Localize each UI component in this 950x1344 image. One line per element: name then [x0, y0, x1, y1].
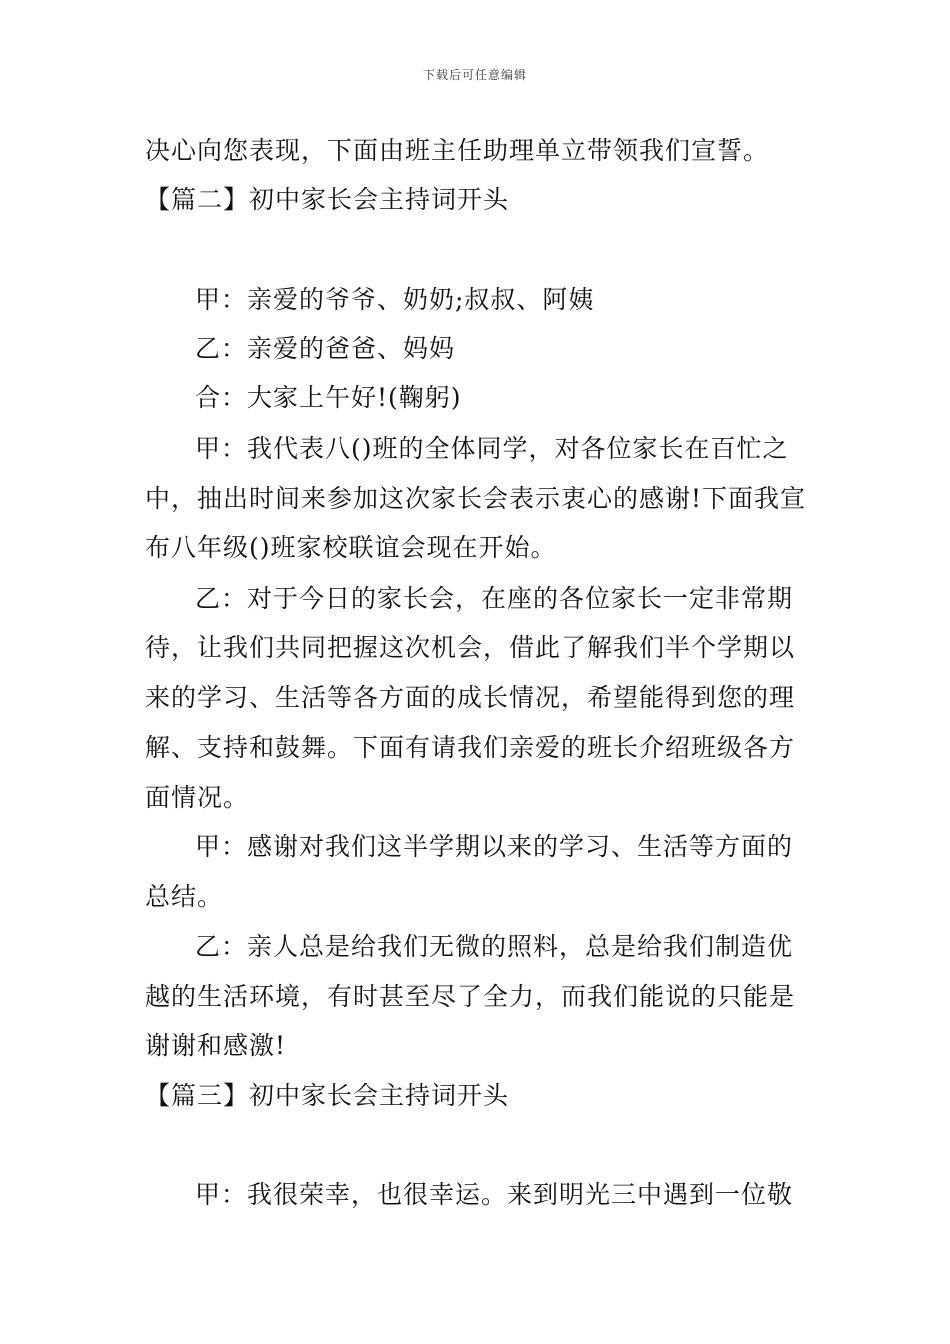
text-line: 谢谢和感激! — [145, 1031, 287, 1060]
text-line: 面情况。 — [145, 783, 250, 812]
text-line: 解、支持和鼓舞。下面有请我们亲爱的班长介绍班级各方 — [145, 733, 796, 762]
text-line: 乙：亲人总是给我们无微的照料，总是给我们制造优 — [195, 932, 794, 961]
text-line: 中，抽出时间来参加这次家长会表示衷心的感谢!下面我宣 — [145, 484, 807, 513]
text-line: 待，让我们共同把握这次机会，借此了解我们半个学期以 — [145, 633, 796, 662]
page-header-note: 下载后可任意编辑 — [422, 68, 527, 82]
section-heading: 【篇三】初中家长会主持词开头 — [145, 1081, 510, 1110]
text-line: 甲：亲爱的爷爷、奶奶;叔叔、阿姨 — [195, 285, 595, 314]
text-line: 布八年级()班家校联谊会现在开始。 — [145, 533, 557, 562]
text-line: 越的生活环境，有时甚至尽了全力，而我们能说的只能是 — [145, 982, 796, 1011]
text-line: 甲：感谢对我们这半学期以来的学习、生活等方面的 — [195, 832, 794, 861]
text-line: 决心向您表现，下面由班主任助理单立带领我们宣誓。 — [145, 136, 770, 165]
text-line: 乙：亲爱的爸爸、妈妈 — [195, 334, 456, 363]
text-line: 总结。 — [145, 882, 224, 911]
text-line: 乙：对于今日的家长会，在座的各位家长一定非常期 — [195, 584, 794, 613]
text-line: 甲：我很荣幸，也很幸运。来到明光三中遇到一位敬 — [195, 1180, 794, 1209]
text-line: 合：大家上午好!(鞠躬) — [195, 383, 462, 412]
text-line: 来的学习、生活等各方面的成长情况，希望能得到您的理 — [145, 683, 796, 712]
section-heading: 【篇二】初中家长会主持词开头 — [145, 185, 510, 214]
text-line: 甲：我代表八()班的全体同学，对各位家长在百忙之 — [195, 434, 789, 463]
